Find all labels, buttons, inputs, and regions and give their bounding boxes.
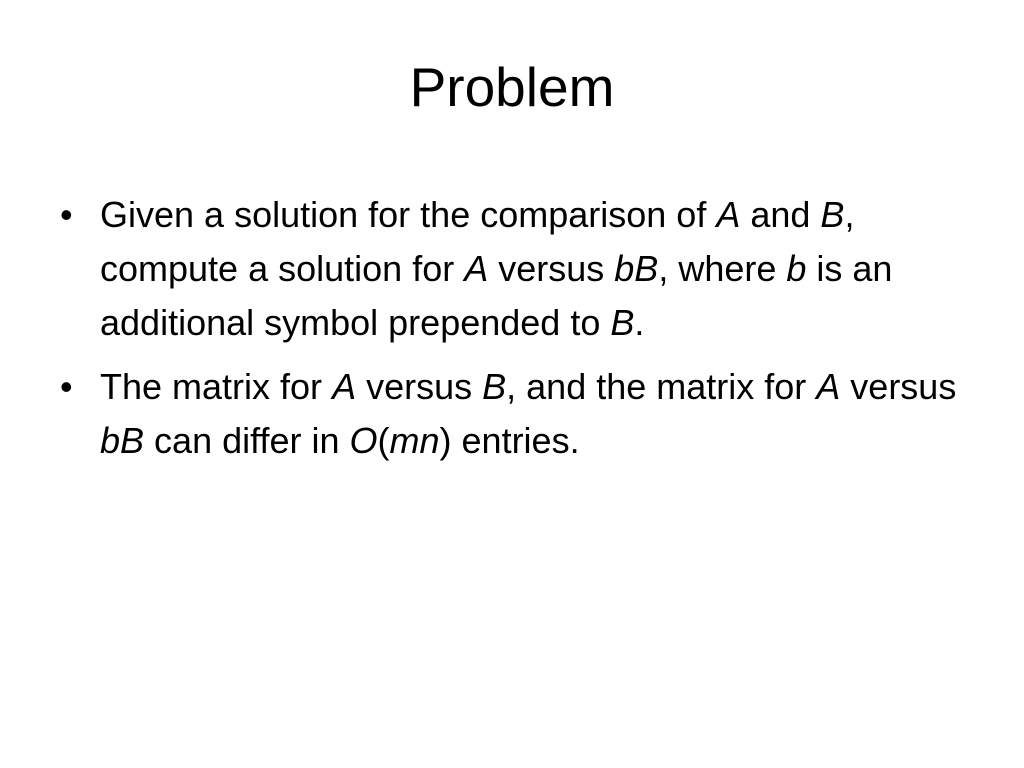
math-variable: A: [464, 248, 489, 289]
text-segment: Given a solution for the comparison of: [100, 194, 717, 235]
math-variable: A: [332, 366, 357, 407]
text-segment: versus: [488, 248, 615, 289]
text-segment: versus: [356, 366, 483, 407]
text-segment: , where: [658, 248, 787, 289]
math-variable: B: [610, 302, 635, 343]
text-segment: The matrix for: [100, 366, 333, 407]
math-variable: b: [786, 248, 807, 289]
bullet-item: [60, 360, 970, 468]
math-variable: O: [349, 420, 378, 461]
text-segment: , compute a solution for: [100, 194, 855, 289]
text-segment: ) entries.: [439, 420, 580, 461]
math-variable: A: [816, 366, 841, 407]
math-variable: B: [820, 194, 845, 235]
bullet-marker: •: [60, 194, 73, 235]
math-variable: A: [716, 194, 741, 235]
bullet-text: [100, 188, 970, 350]
slide-title: Problem: [409, 56, 615, 118]
text-segment: , and the matrix for: [506, 366, 817, 407]
text-segment: .: [634, 302, 645, 343]
text-segment: and: [740, 194, 821, 235]
bullet-marker: •: [60, 366, 73, 407]
text-segment: versus: [840, 366, 957, 407]
math-variable: mn: [389, 420, 440, 461]
text-segment: can differ in: [144, 420, 350, 461]
math-variable: B: [482, 366, 507, 407]
bullet-text: [100, 360, 970, 468]
bullet-list: [60, 188, 970, 478]
text-segment: is an additional symbol prepended to: [100, 248, 893, 343]
math-variable: bB: [100, 420, 145, 461]
bullet-item: [60, 188, 970, 350]
math-variable: bB: [614, 248, 659, 289]
text-segment: (: [377, 420, 390, 461]
